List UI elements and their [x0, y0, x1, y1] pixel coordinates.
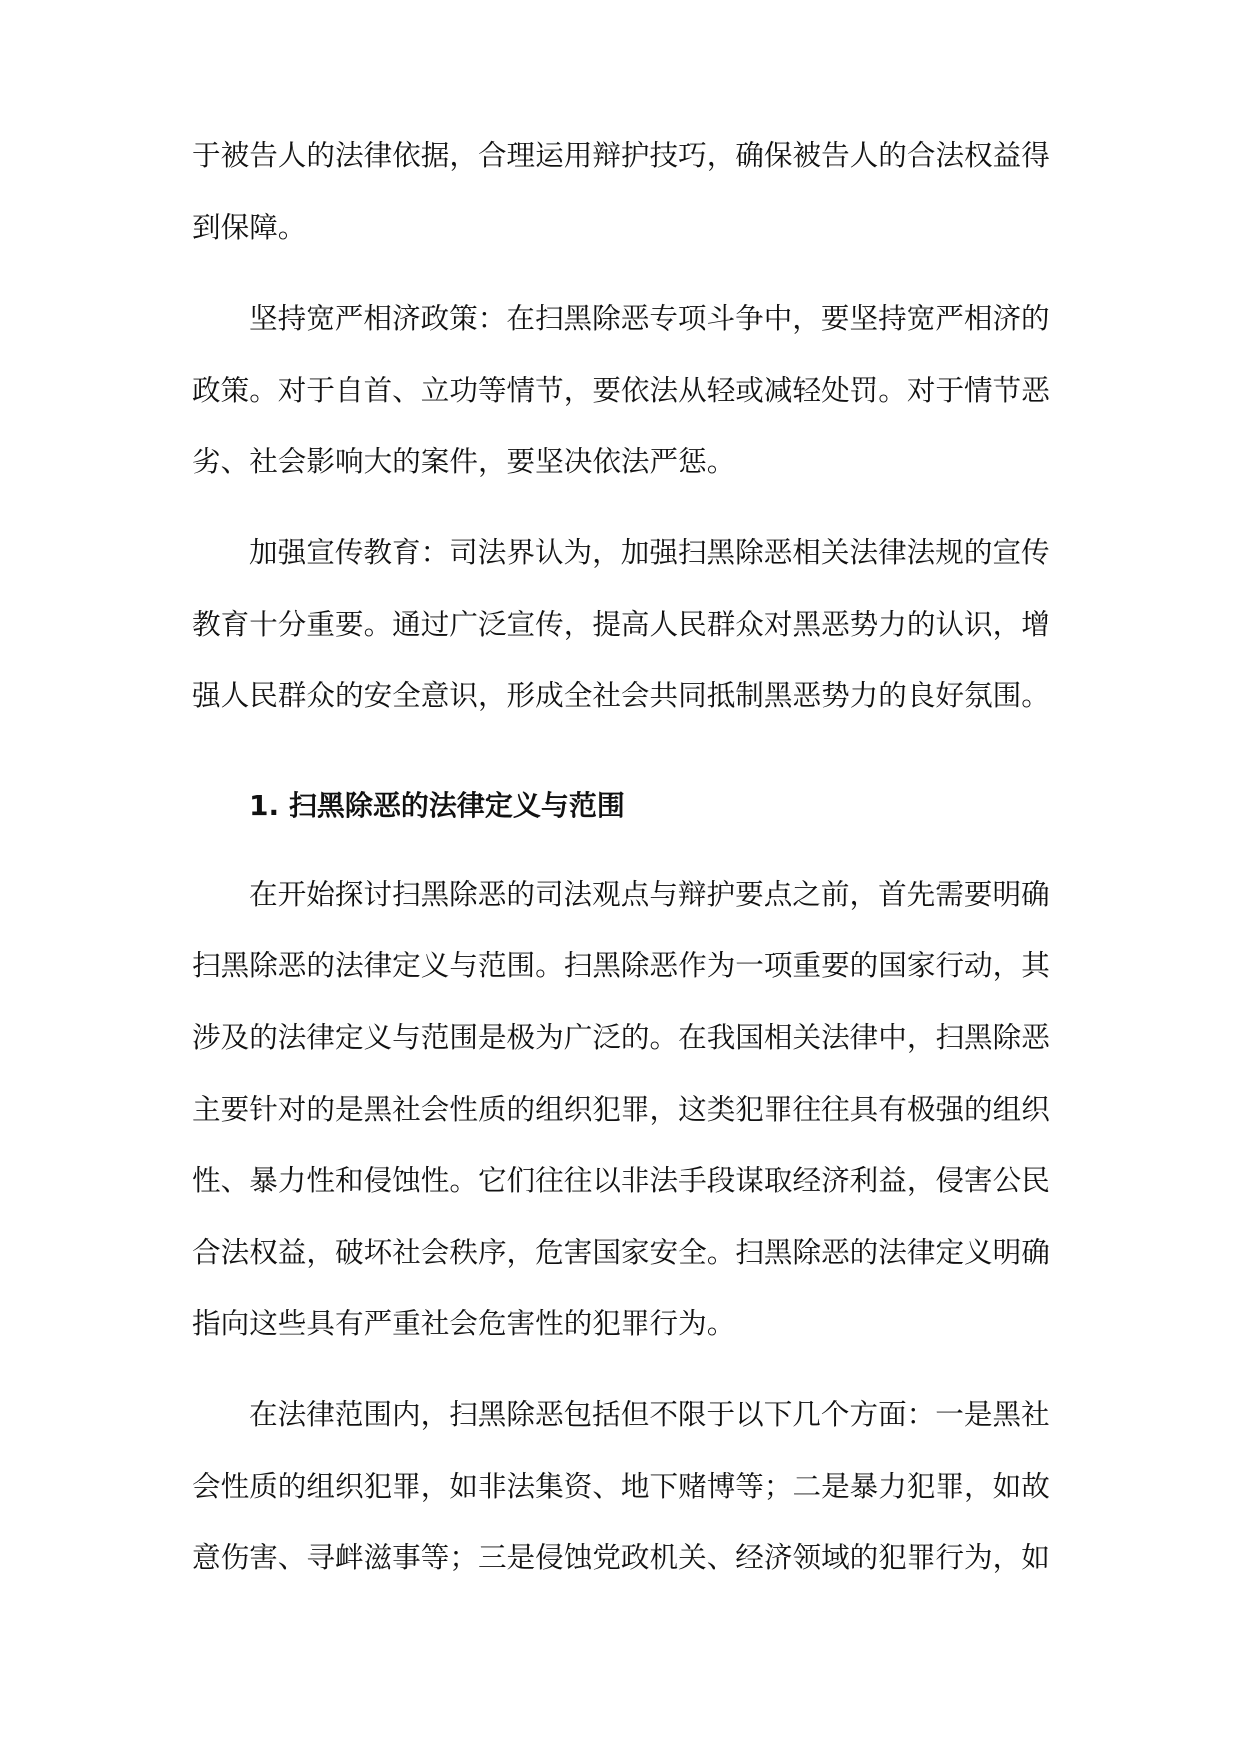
paragraph-first-line: 加强宣传教育：司法界认为，加强扫黑除恶相关法律法规的宣传 — [249, 535, 1050, 569]
text-line: 扫黑除恶的法律定义与范围。扫黑除恶作为一项重要的国家行动，其 — [192, 948, 1050, 982]
text-line: 到保障。 — [192, 210, 307, 244]
paragraph-first-line: 在法律范围内，扫黑除恶包括但不限于以下几个方面：一是黑社 — [249, 1397, 1050, 1431]
section-heading: 1. 扫黑除恶的法律定义与范围 — [249, 789, 625, 822]
text-line: 主要针对的是黑社会性质的组织犯罪，这类犯罪往往具有极强的组织 — [192, 1092, 1050, 1126]
text-line: 会性质的组织犯罪，如非法集资、地下赌博等；二是暴力犯罪，如故 — [192, 1469, 1050, 1503]
text-line: 教育十分重要。通过广泛宣传，提高人民群众对黑恶势力的认识，增 — [192, 607, 1050, 641]
text-line: 政策。对于自首、立功等情节，要依法从轻或减轻处罚。对于情节恶 — [192, 373, 1050, 407]
paragraph-first-line: 在开始探讨扫黑除恶的司法观点与辩护要点之前，首先需要明确 — [249, 877, 1050, 911]
paragraph-first-line: 坚持宽严相济政策：在扫黑除恶专项斗争中，要坚持宽严相济的 — [249, 301, 1050, 335]
text-line: 涉及的法律定义与范围是极为广泛的。在我国相关法律中，扫黑除恶 — [192, 1020, 1050, 1054]
text-line: 于被告人的法律依据，合理运用辩护技巧，确保被告人的合法权益得 — [192, 138, 1050, 172]
text-line: 强人民群众的安全意识，形成全社会共同抵制黑恶势力的良好氛围。 — [192, 678, 1050, 712]
text-line: 指向这些具有严重社会危害性的犯罪行为。 — [192, 1306, 736, 1340]
text-line: 性、暴力性和侵蚀性。它们往往以非法手段谋取经济利益，侵害公民 — [192, 1163, 1050, 1197]
text-line: 劣、社会影响大的案件，要坚决依法严惩。 — [192, 444, 736, 478]
text-line: 合法权益，破坏社会秩序，危害国家安全。扫黑除恶的法律定义明确 — [192, 1235, 1050, 1269]
text-line: 意伤害、寻衅滋事等；三是侵蚀党政机关、经济领域的犯罪行为，如 — [192, 1540, 1050, 1574]
